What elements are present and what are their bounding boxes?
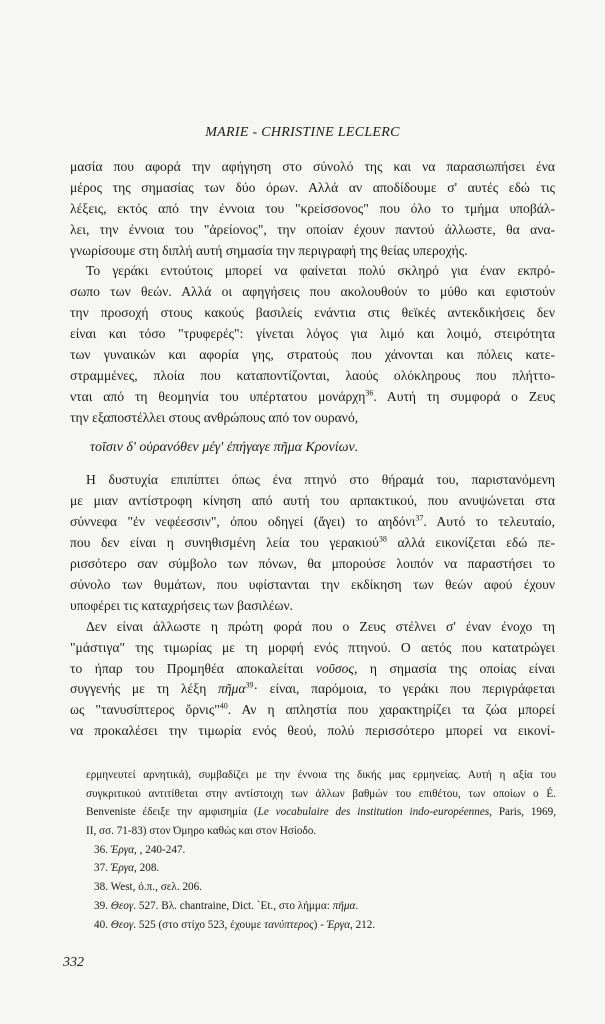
footnote-ref-38[interactable]: 38 (378, 534, 387, 544)
footnote-39 (86, 897, 556, 916)
text-segment: . 525 (στο στίχο 523, έχουμε (133, 918, 265, 931)
text-line: στραμμένες, πλοία που καταποντίζονται, λαούς ολόκληρους που πλήττο- (70, 367, 555, 383)
footnote-38: 38. West, ό.π., σελ. 206. (94, 881, 203, 894)
text-line: να προκαλέσει την τιμωρία ενός θεού, πολύ περισσότερο μπορεί να εικονί- (70, 723, 555, 739)
text-line: σύνολο των θυμάτων, που υφίστανται την εκδίκηση των θεών αφού έχουν (70, 576, 555, 592)
text-line (70, 659, 555, 680)
text-segment: , , 240-247. (134, 843, 186, 856)
text-line: με μιαν αντίστροφη κίνηση από αυτή του αρπακτικού, που ανυψώνεται στα (70, 493, 555, 509)
main-text (70, 157, 555, 742)
work-title: Θεογ (110, 918, 134, 931)
footnote-ref-36[interactable]: 36 (365, 388, 374, 398)
text-segment: σύννεφα "ἐν νεφέεσσιν", όπου οδηγεί (ἄγει) το αηδόνι (70, 514, 416, 530)
text-segment: ως "τανυσίπτερος ὄρνις" (70, 702, 220, 718)
footnote-line: ερμηνευτεί αρνητικά), συμβαδίζει με την έννοια της δικής μας ερμηνείας. Αυτή η αξία του (86, 769, 556, 781)
text-line: λει, την έννοια του "ἀρείονος", την οποίαν έχουν παντού άλλωστε, θα ανα- (70, 221, 555, 237)
italic-term: νοῦσος (315, 660, 354, 676)
text-line: γνωρίσουμε στη διπλή αυτή σημασία την περιγραφή της θείας υπεροχής. (70, 242, 468, 258)
footnote-40 (86, 916, 556, 935)
footnotes (86, 766, 556, 934)
note-number: 36. (94, 843, 111, 856)
note-number: 37. (94, 862, 111, 875)
work-title: Έργα (326, 918, 350, 931)
text-line: λέξεις, εκτός από την έννοια του "κρείσσονος" που όλο το τμήμα υποβάλ- (70, 200, 555, 216)
verse-quote: τοῖσιν δ' οὐρανόθεν μέγ' ἐπήγαγε πῆμα Κρονίων. (90, 439, 359, 455)
text-segment: · είναι, παρόμοια, το γεράκι που περιγράφεται (253, 681, 555, 697)
text-segment: , 208. (134, 862, 160, 875)
text-line: Το γεράκι εντούτοις μπορεί να φαίνεται πολύ σκληρό για έναν εκπρό- (86, 263, 555, 279)
text-line: μέρος της σημασίας των δύο όρων. Αλλά αν αποδίδουμε σ' αυτές εδώ τις (70, 179, 555, 195)
running-header: MARIE - CHRISTINE LECLERC (205, 125, 400, 140)
footnote-ref-40[interactable]: 40 (219, 701, 228, 711)
footnote-36 (86, 841, 556, 860)
text-segment: , 212. (349, 918, 376, 931)
text-segment: νται από τη θεομηνία του υπέρτατου μονάρχη (70, 388, 366, 404)
text-line: Δεν είναι άλλωστε η πρώτη φορά που ο Ζευς στέλνει σ' έναν ένοχο τη (86, 618, 555, 634)
work-title: Θεογ (110, 899, 134, 912)
footnote-line: II, σσ. 71-83) στον Όμηρο καθώς και στον Ησίοδο. (86, 825, 317, 838)
paragraph-2 (70, 261, 555, 428)
text-line (70, 679, 555, 700)
text-line: σωπο των θεών. Αλλά οι αφηγήσεις που ακολουθούν το μύθο και εφιστούν (70, 284, 555, 300)
paragraph-1 (70, 157, 555, 261)
text-segment: . Αυτή τη συμφορά ο Ζευς (373, 388, 555, 404)
text-segment: ) - (313, 918, 327, 931)
work-title: Έργα (110, 843, 135, 856)
text-line: Η δυστυχία επιπίπτει όπως ένα πτηνό στο θήραμά του, παριστανόμενη (86, 472, 555, 488)
text-segment: το ήπαρ του Προμηθέα αποκαλείται (70, 660, 316, 676)
text-segment: που δεν είναι η συνηθισμένη λεία του γερακιού (70, 535, 379, 551)
text-line: την εξαποστέλλει στους ανθρώπους από τον ουρανό, (70, 409, 359, 425)
text-segment: , Paris, 1969, (489, 806, 556, 819)
text-segment: αλλά εικονίζεται εδώ πε- (386, 535, 555, 551)
footnote-ref-39[interactable]: 39 (245, 680, 254, 690)
paragraph-4 (70, 617, 555, 742)
footnote-line (86, 803, 556, 822)
text-segment: . Αν η απληστία που χαρακτηρίζει τα ζώα μπορεί (227, 702, 555, 718)
paragraph-3 (70, 470, 555, 616)
text-line (70, 387, 555, 408)
text-line: των γυναικών και αφορία γης, στρατούς που χάνονται και πόλεις κατε- (70, 347, 555, 363)
text-segment: . 527. Βλ. chantraine, Dict. `Et., στο λήμμα: (133, 899, 333, 912)
italic-term: πῆμα (218, 681, 246, 697)
text-line: μασία που αφορά την αφήγηση στο σύνολό της και να παρασιωπήσει ένα (70, 159, 555, 174)
text-segment: 40. (94, 918, 111, 931)
italic-term: τανύπτερος (264, 918, 314, 931)
text-line (70, 512, 555, 533)
footnote-ref-37[interactable]: 37 (415, 513, 424, 523)
text-segment: Benveniste έδειξε την αμφισημία ( (86, 806, 258, 819)
footnote-37 (86, 859, 556, 878)
page-number: 332 (63, 955, 84, 970)
text-line: υποφέρει τις καταχρήσεις των βασιλέων. (70, 597, 294, 613)
text-segment: . (355, 899, 359, 912)
text-line: ρισσότερο σαν σύμβολο των πόνων, θα μπορούσε λοιπόν να παραστήσει το (70, 556, 555, 572)
italic-term: πῆμα (332, 899, 356, 912)
book-title: Le vocabulaire des institution indo-européennes (257, 806, 490, 819)
text-segment: 39. (94, 899, 111, 912)
work-title: Έργα (110, 862, 135, 875)
text-segment: , η σημασία της οποίας είναι (353, 660, 555, 676)
footnote-line: συγκριτικού αντιτίθεται στην αντίστοιχη των άλλων βαθμών του επιθέτου, των οποίων ο É. (86, 787, 556, 800)
text-segment: . Αυτό το τελευταίο, (423, 514, 555, 530)
text-line (70, 533, 555, 554)
text-line: "μάστιγα" της τιμωρίας με τη μορφή ενός πτηνού. Ο αετός που κατατρώγει (70, 639, 555, 655)
text-line (70, 700, 555, 721)
text-segment: συγγενής με τη λέξη (70, 681, 218, 697)
text-line: είναι και τόσο "τρυφερές": γίνεται λόγος για λιμό και λοιμό, στειρότητα (70, 326, 555, 342)
text-line: την προσοχή στους κακούς βασιλείς ενάντια στις θεϊκές αντεκδικήσεις δεν (70, 305, 555, 321)
